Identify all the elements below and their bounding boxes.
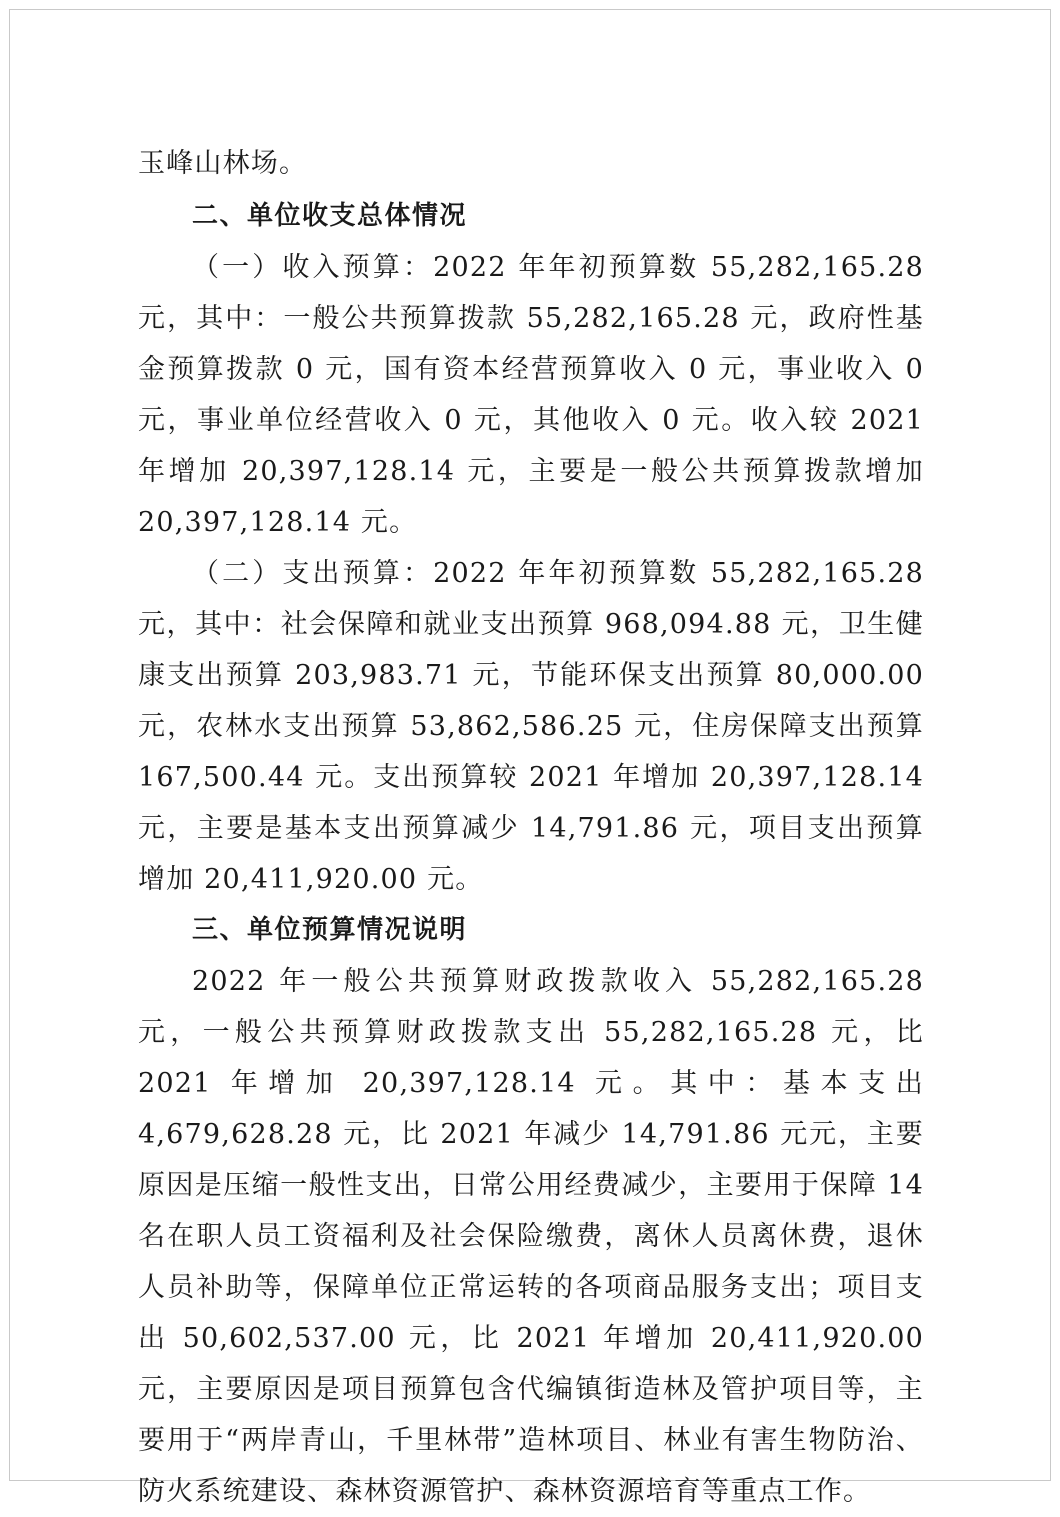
paragraph-expenditure-budget: （二）支出预算：2022 年年初预算数 55,282,165.28 元，其中：社会保障和就业支出预算 968,094.88 元，卫生健康支出预算 203,983.71 元，节能环保支出预算 80,000.00 元，农林水支出预算 53,862,586.25 元，住房保障支出预算 167,500.44 元。支出预算较 2021 年增加 20,397,128.14 元，主要是基本支出预算减少 14,791.86 元，项目支出预算增加 20,411,920.00 元。: [138, 558, 924, 895]
paragraph-income-budget: （一）收入预算：2022 年年初预算数 55,282,165.28 元，其中：一般公共预算拨款 55,282,165.28 元，政府性基金预算拨款 0 元，国有资本经营预算收入 0 元，事业收入 0 元，事业单位经营收入 0 元，其他收入 0 元。收入较 2021 年增加 20,397,128.14 元，主要是一般公共预算拨款增加 20,397,128.14 元。: [138, 252, 924, 538]
section-heading-budget-description: 三、单位预算情况说明: [192, 915, 468, 945]
paragraph-continuation: 玉峰山林场。: [138, 148, 308, 179]
document-body: [138, 138, 924, 1517]
paragraph-budget-description: 2022 年一般公共预算财政拨款收入 55,282,165.28 元，一般公共预算财政拨款支出 55,282,165.28 元，比 2021 年增加 20,397,128.14 元。其中：基本支出 4,679,628.28 元，比 2021 年减少 14,791.86 元元，主要原因是压缩一般性支出，日常公用经费减少，主要用于保障 14 名在职人员工资福利及社会保险缴费，离休人员离休费，退休人员补助等，保障单位正常运转的各项商品服务支出；项目支出 50,602,537.00 元，比 2021 年增加 20,411,920.00 元，主要原因是项目预算包含代编镇街造林及管护项目等，主要用于“两岸青山，千里林带”造林项目、林业有害生物防治、防火系统建设、森林资源管护、森林资源培育等重点工作。: [138, 966, 924, 1507]
section-heading-overall: 二、单位收支总体情况: [192, 201, 468, 231]
